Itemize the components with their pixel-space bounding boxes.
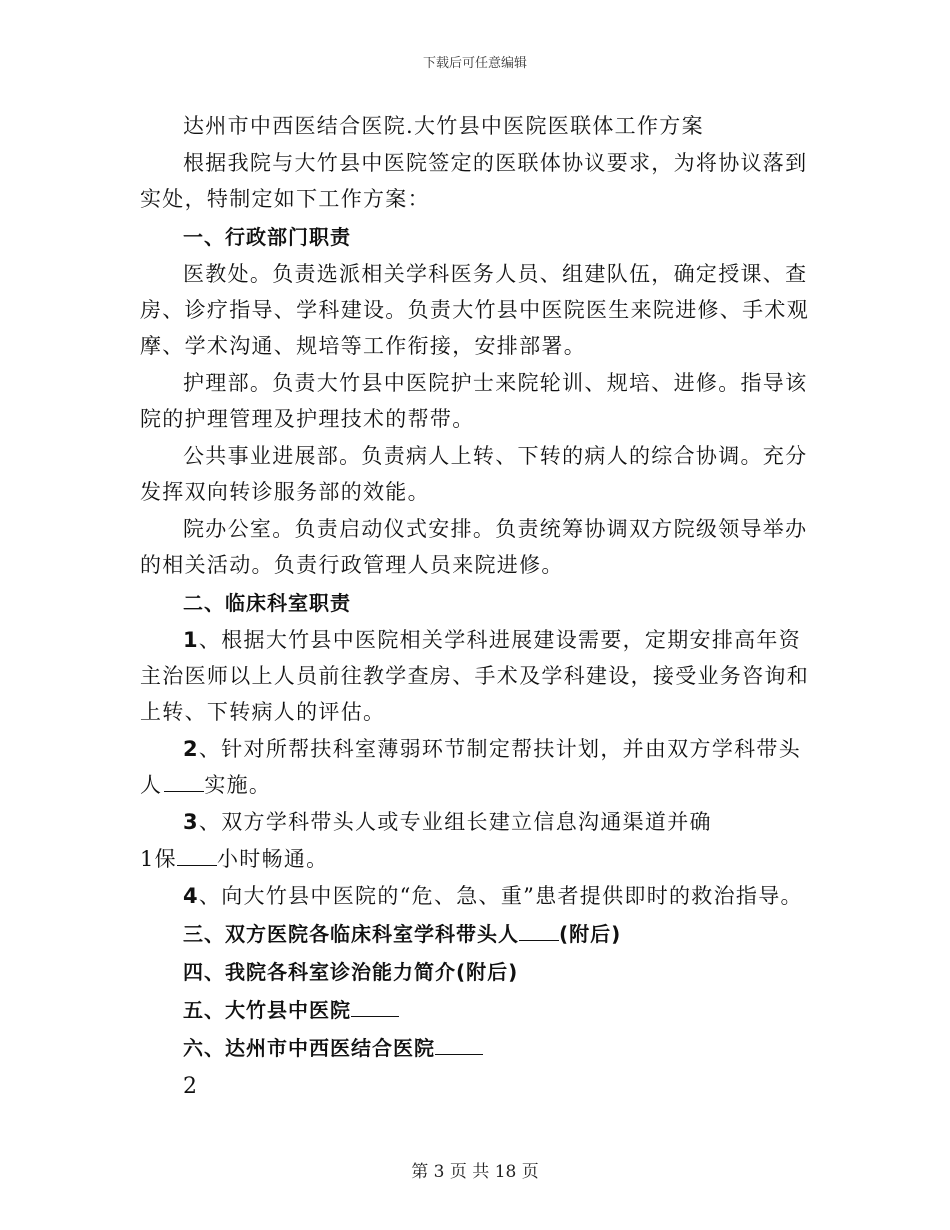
- blank-line: [519, 920, 559, 941]
- section-heading-2: 二、临床科室职责: [183, 591, 351, 615]
- blank-line: [351, 996, 399, 1017]
- item-text: 1保: [140, 847, 177, 871]
- paragraph-nursing: 护理部。负责大竹县中医院护士来院轮训、规培、进修。指导该院的护理管理及护理技术的帮带。: [140, 371, 808, 431]
- heading-text: 五、大竹县中医院: [183, 998, 351, 1022]
- clinical-item-4: [140, 878, 810, 914]
- section-heading-3: [140, 915, 810, 953]
- clinical-item-3: [140, 804, 810, 840]
- item-number: 4: [183, 884, 199, 908]
- section-heading-6: [140, 1029, 810, 1067]
- clinical-item-1: [140, 622, 810, 730]
- item-text: 、针对所帮扶科室薄弱环节制定帮扶计划，并由双方学科带头人: [140, 737, 802, 797]
- section-heading-1: 一、行政部门职责: [183, 225, 351, 249]
- clinical-item-3-continued: [140, 841, 810, 877]
- item-text: 、根据大竹县中医院相关学科进展建设需要，定期安排高年资主治医师以上人员前往教学查房、手术及学科建设，接受业务咨询和上转、下转病人的评估。: [140, 628, 809, 724]
- blank-line: [435, 1034, 483, 1055]
- item-text: 、向大竹县中医院的“危、急、重”患者提供即时的救治指导。: [198, 884, 803, 908]
- intro-paragraph: 根据我院与大竹县中医院签定的医联体协议要求，为将协议落到实处，特制定如下工作方案：: [140, 151, 808, 211]
- item-number: 1: [183, 628, 199, 652]
- section-heading-5: [140, 991, 810, 1029]
- paragraph-public-affairs: 公共事业进展部。负责病人上转、下转的病人的综合协调。充分发挥双向转诊服务部的效能。: [140, 444, 808, 504]
- paragraph-medical-education: 医教处。负责选派相关学科医务人员、组建队伍，确定授课、查房、诊疗指导、学科建设。负责大竹县中医院医生来院进修、手术观摩、学术沟通、规培等工作衔接，安排部署。: [140, 262, 809, 358]
- blank-line: [164, 771, 204, 792]
- heading-text: (附后): [559, 922, 622, 946]
- item-number: 2: [183, 737, 199, 761]
- item-text: 小时畅通。: [216, 847, 329, 871]
- paragraph-hospital-office: 院办公室。负责启动仪式安排。负责统筹协调双方院级领导举办的相关活动。负责行政管理人员来院进修。: [140, 517, 808, 577]
- page-header: 下载后可任意编辑: [422, 56, 527, 71]
- heading-text: 六、达州市中西医结合医院: [183, 1036, 435, 1060]
- section-heading-4: 四、我院各科室诊治能力简介(附后): [183, 960, 519, 984]
- document-title: 达州市中西医结合医院.大竹县中医院医联体工作方案: [183, 114, 704, 138]
- heading-text: 三、双方医院各临床科室学科带头人: [183, 922, 519, 946]
- item-text: 实施。: [204, 773, 272, 797]
- item-number: 3: [183, 810, 199, 834]
- blank-line: [177, 845, 217, 866]
- clinical-item-2: [140, 731, 810, 803]
- item-text: 、双方学科带头人或专业组长建立信息沟通渠道并确: [198, 810, 712, 834]
- inline-page-number: 2: [183, 1074, 197, 1099]
- document-body: [140, 108, 810, 1107]
- page-footer: 第 3 页 共 18 页: [411, 1162, 539, 1182]
